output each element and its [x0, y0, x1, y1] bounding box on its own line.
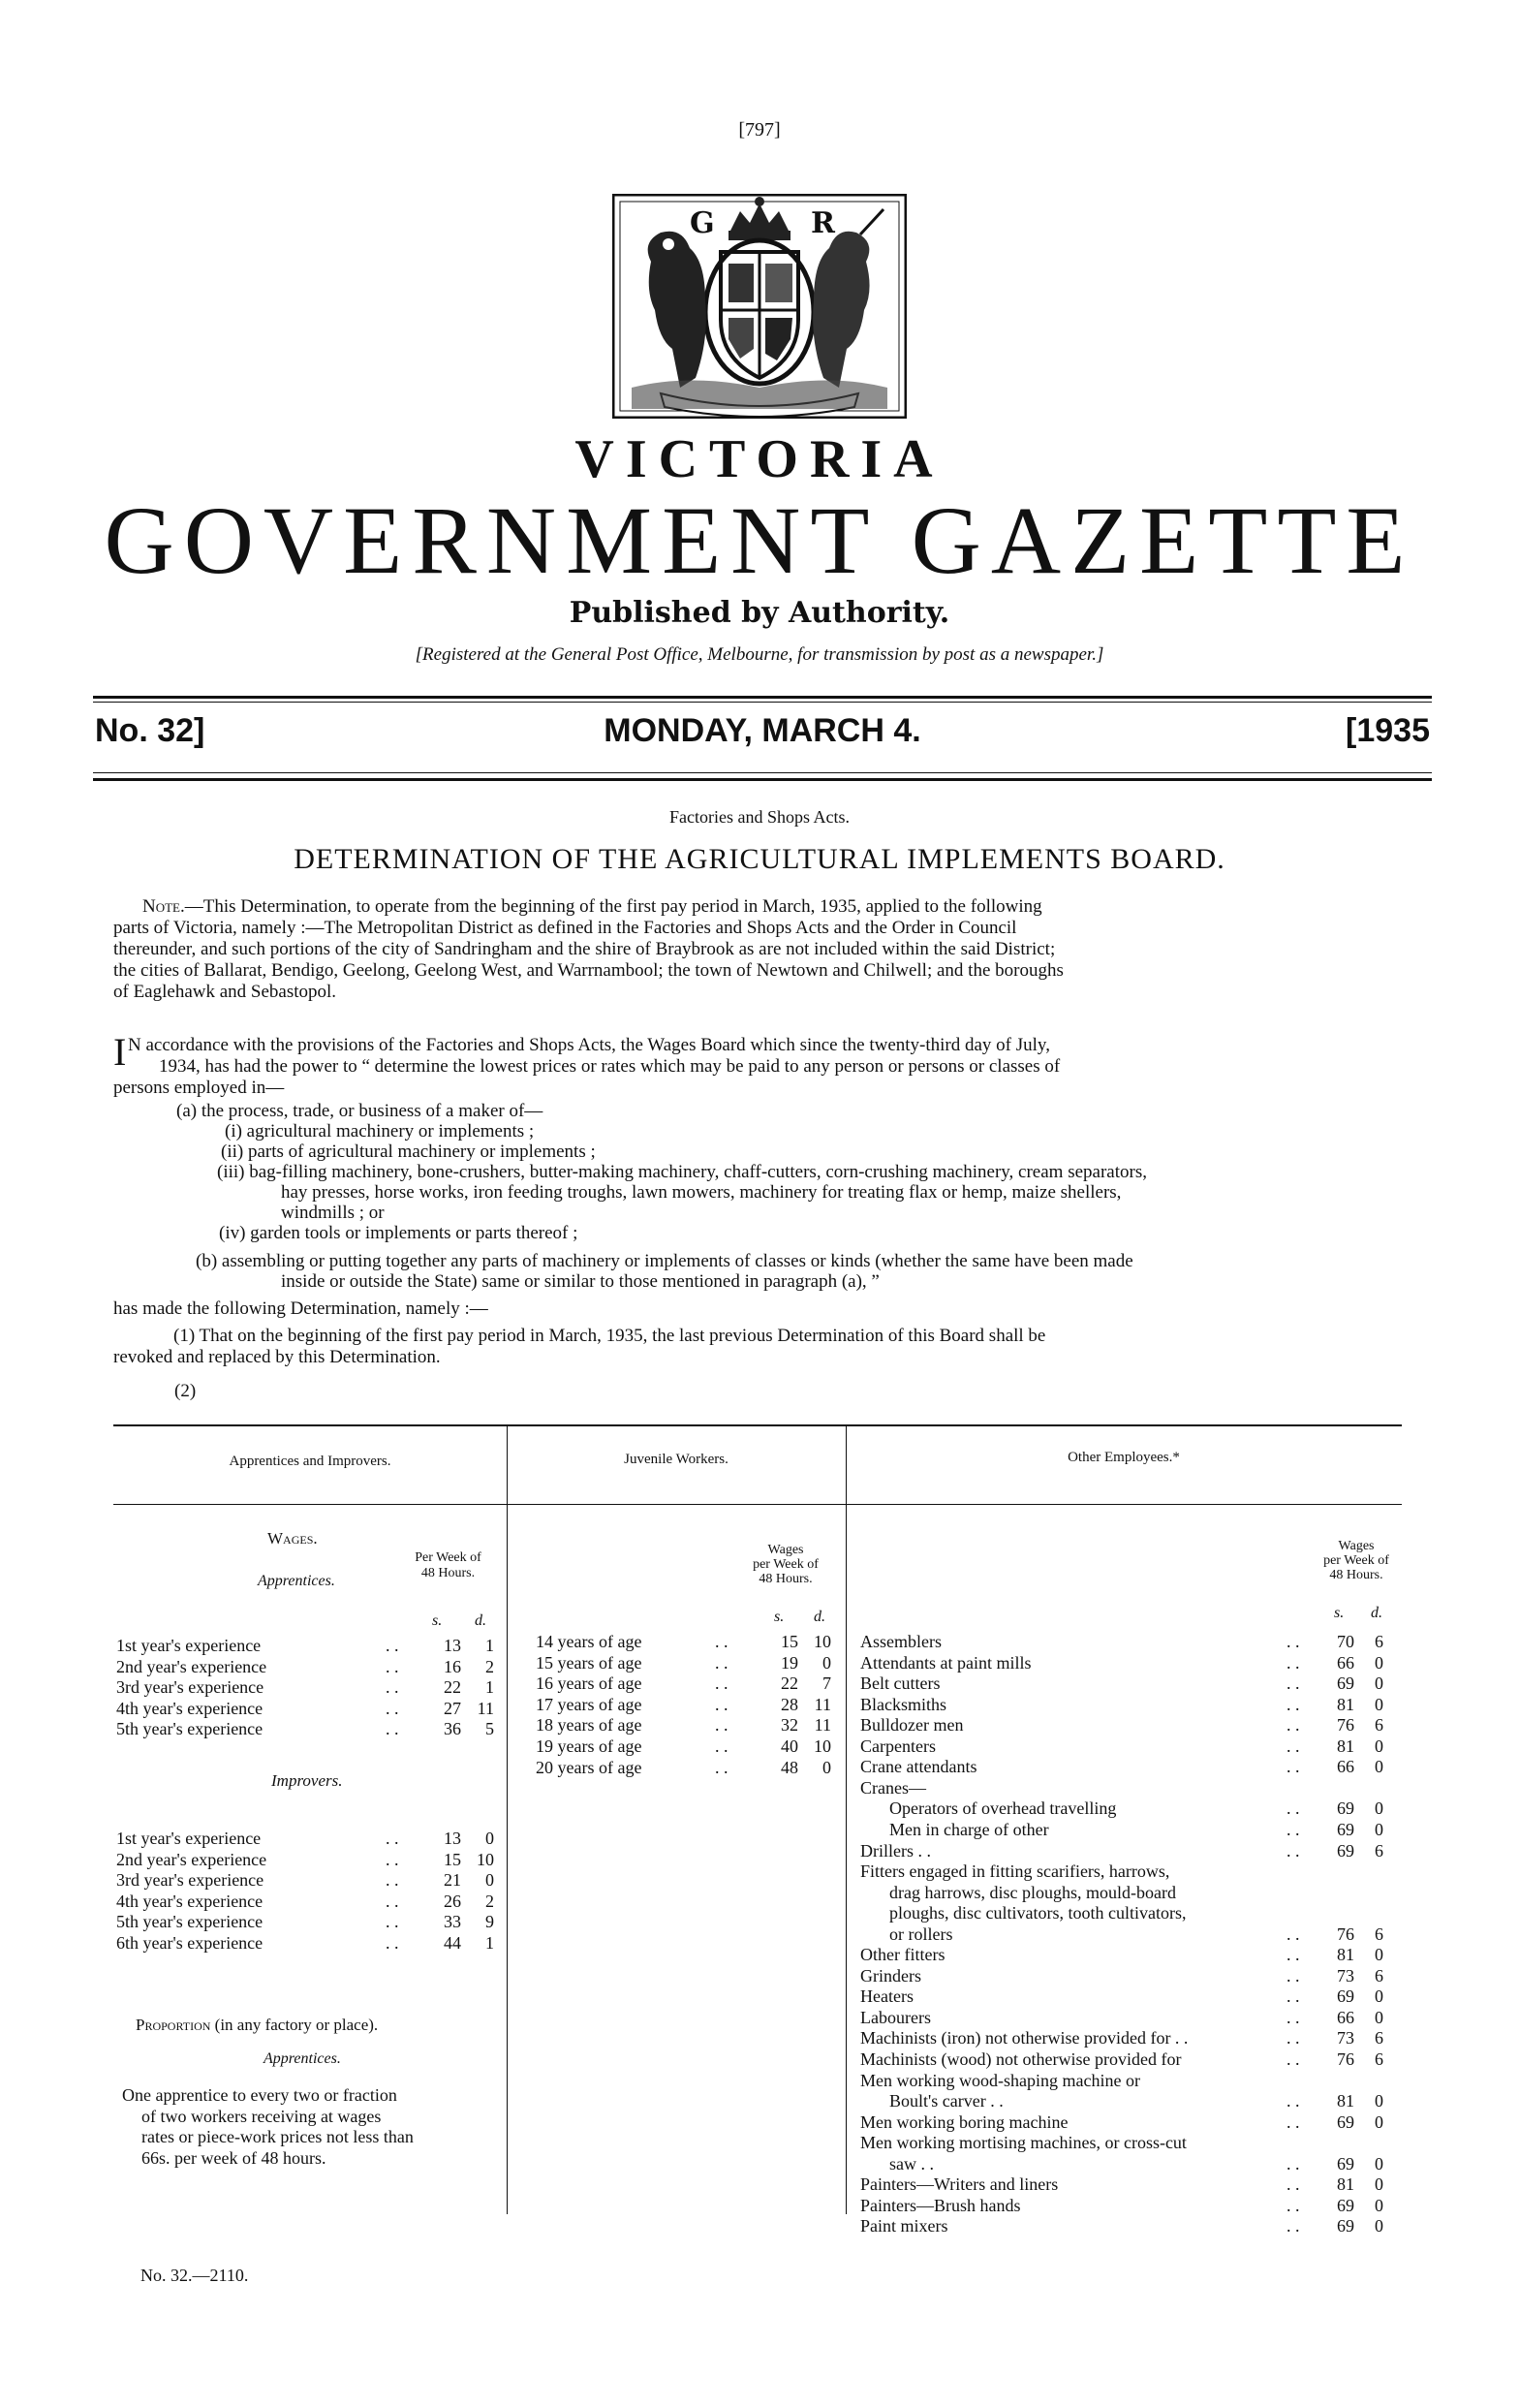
row-shillings: 81	[1337, 1694, 1354, 1714]
pence-heading: d.	[475, 1612, 486, 1629]
proportion-text	[122, 2085, 414, 2169]
dot-leader: . .	[715, 1757, 728, 1777]
row-shillings: 15	[444, 1849, 461, 1869]
dot-leader: . .	[1286, 1798, 1300, 1819]
row-shillings: 81	[1337, 2174, 1354, 2195]
row-pence: 11	[814, 1694, 831, 1714]
row-label: 5th year's experience	[116, 1719, 264, 1739]
row-label: Machinists (wood) not otherwise provided for	[860, 2049, 1182, 2069]
row-shillings: 13	[444, 1829, 461, 1848]
top-rule	[93, 696, 1432, 699]
row-shillings: 69	[1337, 1819, 1354, 1839]
row-label: Painters—Brush hands	[860, 2195, 1021, 2215]
dot-leader: . .	[386, 1829, 399, 1848]
clause-1	[113, 1326, 1402, 1368]
proportion-line: of two workers receiving at wages	[141, 2106, 382, 2126]
row-pence: 1	[485, 1933, 494, 1953]
row-pence: 0	[1375, 1945, 1383, 1965]
row-label: 17 years of age	[536, 1694, 642, 1714]
row-shillings: 69	[1337, 2195, 1354, 2215]
row-pence: 6	[1375, 1923, 1383, 1944]
has-made-line: has made the following Determination, namely :—	[113, 1298, 488, 1319]
row-shillings: 40	[781, 1736, 798, 1756]
row-label: Other fitters	[860, 1945, 946, 1965]
dot-leader: . .	[1286, 1986, 1300, 2007]
dot-leader: . .	[1286, 2007, 1300, 2027]
row-shillings: 81	[1337, 1945, 1354, 1965]
row-pence: 0	[1375, 1986, 1383, 2007]
dot-leader: . .	[386, 1891, 399, 1911]
row-label: 15 years of age	[536, 1652, 642, 1673]
row-label: Belt cutters	[860, 1673, 941, 1694]
item-iii: (iii) bag-filling machinery, bone-crushers, butter-making machinery, chaff-cutters, corn-crushing machinery, cream separators,	[217, 1162, 1147, 1182]
note-paragraph	[113, 896, 1402, 1003]
row-shillings: 69	[1337, 1798, 1354, 1819]
row-shillings: 48	[781, 1757, 798, 1777]
dot-leader: . .	[715, 1673, 728, 1694]
row-label: saw . .	[889, 2153, 934, 2173]
issue-number: No. 32]	[95, 712, 205, 749]
row-shillings: 70	[1337, 1632, 1354, 1651]
row-shillings: 22	[444, 1677, 461, 1698]
row-shillings: 76	[1337, 2049, 1354, 2069]
row-shillings: 13	[444, 1636, 461, 1655]
row-label: 4th year's experience	[116, 1698, 264, 1718]
row-shillings: 44	[444, 1933, 461, 1953]
row-shillings: 81	[1337, 2091, 1354, 2111]
row-label: 2nd year's experience	[116, 1656, 267, 1676]
dot-leader: . .	[1286, 2216, 1300, 2236]
proportion-line: 66s. per week of 48 hours.	[141, 2147, 326, 2168]
row-pence: 6	[1375, 2028, 1383, 2048]
row-pence: 0	[1375, 2174, 1383, 2195]
dot-leader: . .	[1286, 2174, 1300, 2195]
row-pence: 10	[814, 1632, 831, 1651]
proportion-line: rates or piece-work prices not less than	[141, 2127, 414, 2146]
row-shillings: 69	[1337, 1986, 1354, 2007]
drop-cap: I	[113, 1030, 127, 1074]
row-label: Painters—Writers and liners	[860, 2174, 1059, 2195]
dot-leader: . .	[1286, 1652, 1300, 1673]
dot-leader: . .	[1286, 1715, 1300, 1736]
shillings-heading: s.	[432, 1612, 443, 1629]
row-label: or rollers	[889, 1923, 953, 1944]
row-pence: 0	[1375, 2007, 1383, 2027]
item-iii-cont: windmills ; or	[281, 1203, 385, 1223]
dot-leader: . .	[386, 1636, 399, 1655]
dot-leader: . .	[1286, 1694, 1300, 1714]
row-label: Crane attendants	[860, 1757, 977, 1777]
row-shillings: 33	[444, 1912, 461, 1932]
row-label: Assemblers	[860, 1632, 942, 1651]
row-pence: 10	[477, 1849, 494, 1869]
dot-leader: . .	[386, 1933, 399, 1953]
row-label: Carpenters	[860, 1736, 936, 1756]
published-by-authority: Published by Authority.	[569, 596, 950, 630]
dot-leader: . .	[1286, 2091, 1300, 2111]
intro-line: persons employed in—	[113, 1078, 285, 1098]
row-pence: 0	[485, 1870, 494, 1891]
row-pence: 0	[1375, 1819, 1383, 1839]
row-shillings: 69	[1337, 2216, 1354, 2236]
page-number: [797]	[738, 119, 781, 141]
issue-date: MONDAY, MARCH 4.	[604, 712, 921, 749]
row-label: Men working wood-shaping machine or	[860, 2070, 1140, 2090]
dot-leader: . .	[715, 1694, 728, 1714]
row-pence: 9	[485, 1912, 494, 1932]
row-shillings: 76	[1337, 1923, 1354, 1944]
row-shillings: 69	[1337, 1673, 1354, 1694]
item-b-cont: inside or outside the State) same or similar to those mentioned in paragraph (a), ”	[281, 1271, 880, 1292]
wages-label: Wages.	[267, 1529, 318, 1548]
proportion-suffix: (in any factory or place).	[214, 2016, 379, 2034]
row-pence: 0	[1375, 2111, 1383, 2132]
note-line: parts of Victoria, namely :—The Metropolitan District as defined in the Factories and Shops Acts and the Order in Council	[113, 918, 1017, 938]
dot-leader: . .	[1286, 1923, 1300, 1944]
row-shillings: 26	[444, 1891, 461, 1911]
note-line: the cities of Ballarat, Bendigo, Geelong, Geelong West, and Warrnambool; the town of Newtown and Chilwell; and the boroughs	[113, 960, 1064, 981]
row-label: Bulldozer men	[860, 1715, 964, 1736]
row-label: Labourers	[860, 2007, 931, 2027]
footer-reference: No. 32.—2110.	[140, 2266, 249, 2285]
proportion-sub: Apprentices.	[264, 2050, 341, 2067]
row-pence: 7	[822, 1673, 831, 1694]
row-shillings: 66	[1337, 1757, 1354, 1777]
dot-leader: . .	[386, 1849, 399, 1869]
pence-heading: d.	[814, 1609, 825, 1625]
dot-leader: . .	[715, 1715, 728, 1736]
row-shillings: 19	[781, 1652, 798, 1673]
dot-leader: . .	[1286, 2049, 1300, 2069]
row-label: Operators of overhead travelling	[889, 1798, 1117, 1819]
row-pence: 1	[485, 1636, 494, 1655]
dot-leader: . .	[386, 1677, 399, 1698]
row-pence: 10	[814, 1736, 831, 1756]
row-pence: 0	[822, 1757, 831, 1777]
row-pence: 2	[485, 1891, 494, 1911]
note-line: of Eaglehawk and Sebastopol.	[113, 982, 337, 1002]
col-header-other: Other Employees.*	[1068, 1450, 1180, 1465]
row-label: 16 years of age	[536, 1673, 642, 1694]
row-shillings: 66	[1337, 2007, 1354, 2027]
dot-leader: . .	[386, 1656, 399, 1676]
row-pence: 0	[1375, 1673, 1383, 1694]
dot-leader: . .	[1286, 2195, 1300, 2215]
acts-heading: Factories and Shops Acts.	[669, 807, 850, 827]
row-shillings: 73	[1337, 1965, 1354, 1986]
row-pence: 0	[1375, 1652, 1383, 1673]
row-pence: 0	[1375, 1694, 1383, 1714]
row-pence: 0	[1375, 2216, 1383, 2236]
row-shillings: 22	[781, 1673, 798, 1694]
row-shillings: 73	[1337, 2028, 1354, 2048]
bottom-rule-thin	[93, 772, 1432, 773]
row-label: Drillers . .	[860, 1840, 931, 1861]
note-label: Note.	[142, 896, 185, 917]
clause-2: (2)	[174, 1381, 197, 1401]
row-shillings: 36	[444, 1719, 461, 1739]
item-ii: (ii) parts of agricultural machinery or implements ;	[221, 1141, 596, 1162]
item-iv: (iv) garden tools or implements or parts thereof ;	[219, 1223, 578, 1243]
row-pence: 0	[822, 1652, 831, 1673]
masthead-title: GOVERNMENT GAZETTE	[104, 486, 1415, 594]
issue-line	[93, 712, 1432, 766]
row-shillings: 21	[444, 1870, 461, 1891]
row-label: Men working mortising machines, or cross-cut	[860, 2133, 1187, 2153]
clause-1-line: (1) That on the beginning of the first pay period in March, 1935, the last previous Determination of this Board shall be	[173, 1326, 1046, 1346]
row-label: Cranes—	[860, 1777, 926, 1798]
item-i: (i) agricultural machinery or implements ;	[225, 1121, 535, 1141]
row-label: ploughs, disc cultivators, tooth cultivators,	[889, 1903, 1187, 1923]
row-pence: 1	[485, 1677, 494, 1698]
dot-leader: . .	[386, 1912, 399, 1932]
dot-leader: . .	[386, 1719, 399, 1739]
dot-leader: . .	[386, 1870, 399, 1891]
row-label: Grinders	[860, 1965, 921, 1986]
row-shillings: 27	[444, 1698, 461, 1718]
bottom-rule	[93, 778, 1432, 781]
row-label: 2nd year's experience	[116, 1849, 267, 1869]
row-pence: 0	[1375, 1736, 1383, 1756]
dot-leader: . .	[1286, 1819, 1300, 1839]
dot-leader: . .	[1286, 1840, 1300, 1861]
proportion-heading	[136, 2016, 378, 2035]
intro-line: N accordance with the provisions of the Factories and Shops Acts, the Wages Board which since the twenty-third day of July,	[128, 1035, 1050, 1055]
dot-leader: . .	[1286, 1632, 1300, 1651]
row-pence: 6	[1375, 1965, 1383, 1986]
row-label: Paint mixers	[860, 2216, 948, 2236]
row-shillings: 66	[1337, 1652, 1354, 1673]
dot-leader: . .	[1286, 1757, 1300, 1777]
top-rule-thin	[93, 702, 1432, 703]
intro-line: 1934, has had the power to “ determine the lowest prices or rates which may be paid to any person or persons or classes of	[159, 1056, 1061, 1077]
intro-paragraph	[128, 1035, 1402, 1078]
svg-text:R: R	[811, 206, 835, 240]
shillings-heading: s.	[1334, 1605, 1345, 1621]
row-pence: 0	[1375, 1798, 1383, 1819]
per-week-label: Per Week of	[415, 1550, 481, 1565]
row-label: 1st year's experience	[116, 1829, 262, 1848]
row-label: Boult's carver . .	[889, 2091, 1004, 2111]
apprentices-label: Apprentices.	[258, 1573, 335, 1589]
masthead-victoria: VICTORIA	[574, 429, 945, 489]
row-pence: 11	[477, 1698, 494, 1718]
hours-label: 48 Hours.	[420, 1566, 476, 1580]
hours-label-juvenile: 48 Hours.	[759, 1572, 813, 1586]
row-label: Men working boring machine	[860, 2111, 1069, 2132]
proportion-title: Proportion	[136, 2016, 211, 2034]
row-pence: 0	[485, 1829, 494, 1848]
row-pence: 0	[1375, 2195, 1383, 2215]
dot-leader: . .	[1286, 2153, 1300, 2173]
row-label: 1st year's experience	[116, 1636, 262, 1655]
row-shillings: 32	[781, 1715, 798, 1736]
note-line: thereunder, and such portions of the city of Sandringham and the shire of Braybrook as are not included within the said District;	[113, 939, 1056, 959]
per-week-label-juvenile: per Week of	[753, 1557, 819, 1572]
item-a: (a) the process, trade, or business of a maker of—	[176, 1101, 543, 1121]
dot-leader: . .	[715, 1652, 728, 1673]
row-shillings: 16	[444, 1656, 461, 1676]
per-week-label-other: per Week of	[1323, 1553, 1389, 1568]
row-label: Heaters	[860, 1986, 914, 2007]
dot-leader: . .	[1286, 1736, 1300, 1756]
dot-leader: . .	[715, 1736, 728, 1756]
row-pence: 0	[1375, 2153, 1383, 2173]
row-label: Attendants at paint mills	[860, 1652, 1032, 1673]
row-label: 19 years of age	[536, 1736, 642, 1756]
pence-heading: d.	[1371, 1605, 1382, 1621]
row-shillings: 28	[781, 1694, 798, 1714]
row-label: 20 years of age	[536, 1757, 642, 1777]
row-shillings: 81	[1337, 1736, 1354, 1756]
dot-leader: . .	[1286, 1965, 1300, 1986]
clause-1-line: revoked and replaced by this Determination.	[113, 1347, 441, 1367]
row-pence: 6	[1375, 2049, 1383, 2069]
dot-leader: . .	[386, 1698, 399, 1718]
row-label: 4th year's experience	[116, 1891, 264, 1911]
row-label: Machinists (iron) not otherwise provided for . .	[860, 2028, 1189, 2048]
row-label: 5th year's experience	[116, 1912, 264, 1932]
row-shillings: 69	[1337, 2153, 1354, 2173]
row-shillings: 69	[1337, 2111, 1354, 2132]
dot-leader: . .	[1286, 1945, 1300, 1965]
dot-leader: . .	[1286, 2028, 1300, 2048]
row-label: 3rd year's experience	[116, 1870, 264, 1891]
row-label: Blacksmiths	[860, 1694, 946, 1714]
item-iii-cont: hay presses, horse works, iron feeding troughs, lawn mowers, machinery for treating flax or hemp, maize shellers,	[281, 1182, 1122, 1203]
row-label: Fitters engaged in fitting scarifiers, harrows,	[860, 1861, 1170, 1882]
col-header-juvenile: Juvenile Workers.	[624, 1452, 728, 1467]
col-header-apprentices: Apprentices and Improvers.	[229, 1454, 391, 1469]
row-pence: 6	[1375, 1715, 1383, 1736]
hours-label-other: 48 Hours.	[1329, 1568, 1383, 1582]
row-pence: 2	[485, 1656, 494, 1676]
dot-leader: . .	[715, 1632, 728, 1651]
row-label: 3rd year's experience	[116, 1677, 264, 1698]
registration-note: [Registered at the General Post Office, Melbourne, for transmission by post as a newspaper.]	[415, 644, 1104, 665]
wages-word: Wages	[767, 1543, 804, 1557]
row-shillings: 15	[781, 1632, 798, 1651]
note-line: —This Determination, to operate from the beginning of the first pay period in March, 1935, applied to the following	[184, 896, 1042, 917]
row-shillings: 69	[1337, 1840, 1354, 1861]
row-label: 6th year's experience	[116, 1933, 264, 1953]
wages-word: Wages	[1338, 1539, 1375, 1553]
dot-leader: . .	[1286, 2111, 1300, 2132]
dot-leader: . .	[1286, 1673, 1300, 1694]
row-pence: 6	[1375, 1840, 1383, 1861]
proportion-line: One apprentice to every two or fraction	[122, 2085, 397, 2105]
row-label: Men in charge of other	[889, 1819, 1049, 1839]
row-pence: 0	[1375, 1757, 1383, 1777]
item-b: (b) assembling or putting together any parts of machinery or implements of classes or kinds (whether the same have been made	[196, 1251, 1133, 1271]
improvers-label: Improvers.	[271, 1771, 343, 1790]
row-pence: 0	[1375, 2091, 1383, 2111]
row-label: drag harrows, disc ploughs, mould-board	[889, 1882, 1176, 1902]
row-pence: 6	[1375, 1632, 1383, 1651]
row-label: 14 years of age	[536, 1632, 642, 1651]
row-pence: 5	[485, 1719, 494, 1739]
row-shillings: 76	[1337, 1715, 1354, 1736]
royal-crest-emblem	[612, 194, 907, 419]
shillings-heading: s.	[774, 1609, 785, 1625]
row-pence: 11	[814, 1715, 831, 1736]
row-label: 18 years of age	[536, 1715, 642, 1736]
determination-title: DETERMINATION OF THE AGRICULTURAL IMPLEMENTS BOARD.	[294, 843, 1225, 875]
issue-year: [1935	[1346, 712, 1430, 749]
svg-text:G: G	[690, 206, 715, 240]
